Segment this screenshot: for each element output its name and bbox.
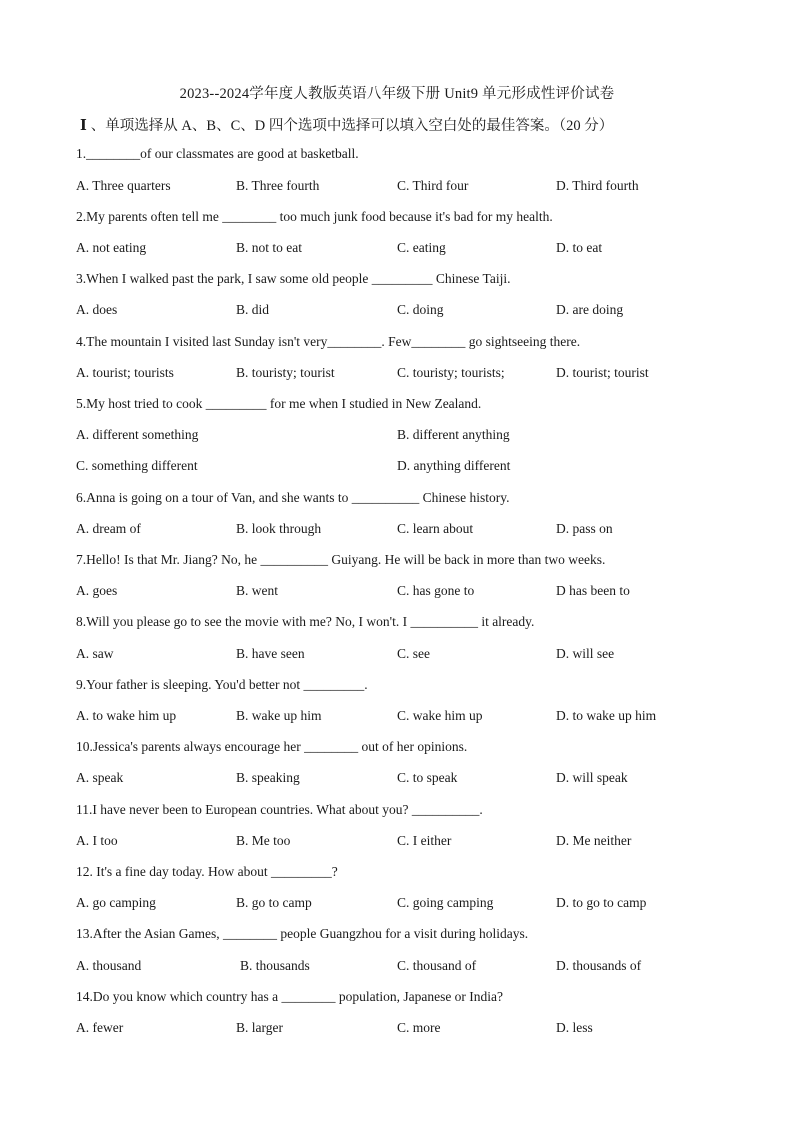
question-4: 4.The mountain I visited last Sunday isn't very________. Few________ go sightseeing there. — [76, 334, 581, 349]
option-a: A. Three quarters — [76, 178, 171, 193]
options-5-row2 — [0, 458, 794, 478]
option-b: B. did — [236, 302, 270, 317]
option-c: C. doing — [397, 302, 444, 317]
option-a: A. goes — [76, 583, 118, 598]
option-a: A. to wake him up — [76, 708, 177, 723]
option-a: A. saw — [76, 646, 114, 661]
option-b: B. go to camp — [236, 895, 312, 910]
question-10: 10.Jessica's parents always encourage her ________ out of her opinions. — [76, 739, 468, 754]
options-2 — [0, 240, 794, 260]
options-13 — [0, 958, 794, 978]
option-c: C. I either — [397, 833, 452, 848]
question-11: 11.I have never been to European countries. What about you? __________. — [76, 802, 483, 817]
option-d: D. thousands of — [556, 958, 642, 973]
options-12 — [0, 895, 794, 915]
question-3: 3.When I walked past the park, I saw some old people _________ Chinese Taiji. — [76, 271, 511, 286]
options-7 — [0, 583, 794, 603]
option-d: D. to eat — [556, 240, 603, 255]
options-14 — [0, 1020, 794, 1040]
option-a: A. fewer — [76, 1020, 124, 1035]
option-c: C. going camping — [397, 895, 494, 910]
option-c: C. has gone to — [397, 583, 475, 598]
option-d: D. less — [556, 1020, 593, 1035]
section-heading — [80, 114, 613, 135]
option-c: C. learn about — [397, 521, 474, 536]
options-5-row1 — [0, 427, 794, 447]
option-d: D. Third fourth — [556, 178, 639, 193]
question-7: 7.Hello! Is that Mr. Jiang? No, he __________ Guiyang. He will be back in more than two weeks. — [76, 552, 606, 567]
question-14: 14.Do you know which country has a ________ population, Japanese or India? — [76, 989, 504, 1004]
options-3 — [0, 302, 794, 322]
option-d: D. anything different — [397, 458, 511, 473]
option-b: B. have seen — [236, 646, 305, 661]
option-a: A. speak — [76, 770, 124, 785]
question-13: 13.After the Asian Games, ________ people Guangzhou for a visit during holidays. — [76, 926, 529, 941]
option-b: B. Me too — [236, 833, 291, 848]
option-b: B. not to eat — [236, 240, 302, 255]
options-6 — [0, 521, 794, 541]
option-a: A. go camping — [76, 895, 156, 910]
option-b: B. different anything — [397, 427, 510, 442]
section-number: Ⅰ — [80, 118, 87, 134]
question-5: 5.My host tried to cook _________ for me when I studied in New Zealand. — [76, 396, 482, 411]
options-10 — [0, 770, 794, 790]
option-d: D. will see — [556, 646, 615, 661]
option-c: C. something different — [76, 458, 198, 473]
option-b: B. touristy; tourist — [236, 365, 335, 380]
option-a: A. not eating — [76, 240, 147, 255]
option-c: C. eating — [397, 240, 446, 255]
question-6: 6.Anna is going on a tour of Van, and she wants to __________ Chinese history. — [76, 490, 510, 505]
option-c: C. thousand of — [397, 958, 477, 973]
options-8 — [0, 646, 794, 666]
option-c: C. see — [397, 646, 430, 661]
option-d: D. will speak — [556, 770, 628, 785]
option-a: A. different something — [76, 427, 199, 442]
exam-title: 2023--2024学年度人教版英语八年级下册 Unit9 单元形成性评价试卷 — [179, 86, 615, 102]
option-a: A. does — [76, 302, 118, 317]
option-a: A. I too — [76, 833, 118, 848]
option-c: C. wake him up — [397, 708, 483, 723]
question-12: 12. It's a fine day today. How about _________? — [76, 864, 338, 879]
options-1 — [0, 178, 794, 198]
option-d: D. tourist; tourist — [556, 365, 649, 380]
option-c: C. more — [397, 1020, 441, 1035]
option-d: D. to go to camp — [556, 895, 647, 910]
option-a: A. tourist; tourists — [76, 365, 174, 380]
options-11 — [0, 833, 794, 853]
option-a: A. dream of — [76, 521, 141, 536]
question-8: 8.Will you please go to see the movie with me? No, I won't. I __________ it already. — [76, 614, 535, 629]
option-b: B. Three fourth — [236, 178, 320, 193]
option-d: D has been to — [556, 583, 630, 598]
option-b: B. went — [236, 583, 278, 598]
question-2: 2.My parents often tell me ________ too much junk food because it's bad for my health. — [76, 209, 553, 224]
options-9 — [0, 708, 794, 728]
option-c: C. to speak — [397, 770, 458, 785]
option-b: B. speaking — [236, 770, 300, 785]
option-d: D. are doing — [556, 302, 624, 317]
option-d: D. Me neither — [556, 833, 632, 848]
option-b: B. thousands — [240, 958, 310, 973]
option-d: D. to wake up him — [556, 708, 657, 723]
section-instructions: 、单项选择从 A、B、C、D 四个选项中选择可以填入空白处的最佳答案。（20 分） — [90, 118, 614, 134]
question-1: 1.________of our classmates are good at basketball. — [76, 146, 359, 161]
option-a: A. thousand — [76, 958, 142, 973]
option-b: B. larger — [236, 1020, 283, 1035]
option-b: B. wake up him — [236, 708, 322, 723]
question-9: 9.Your father is sleeping. You'd better not _________. — [76, 677, 368, 692]
option-d: D. pass on — [556, 521, 613, 536]
options-4 — [0, 365, 794, 385]
option-c: C. touristy; tourists; — [397, 365, 505, 380]
option-b: B. look through — [236, 521, 322, 536]
option-c: C. Third four — [397, 178, 469, 193]
